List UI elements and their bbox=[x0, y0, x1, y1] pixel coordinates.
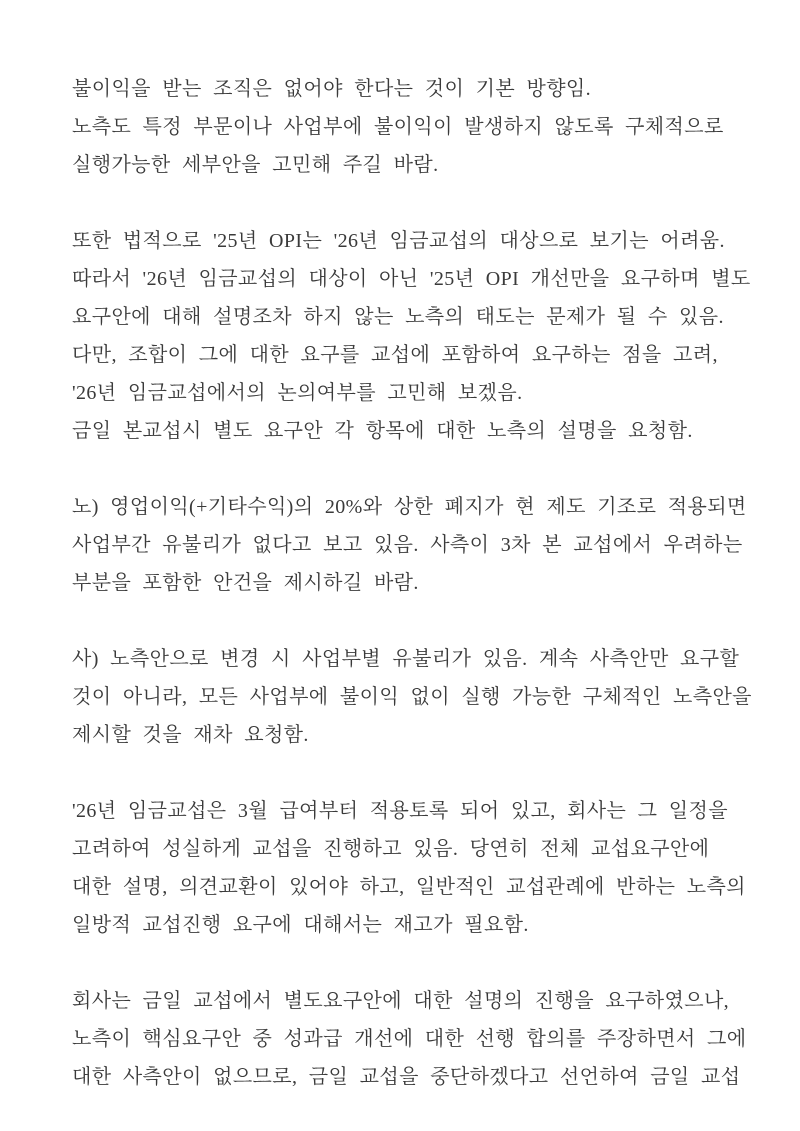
text-line: 노측도 특정 부문이나 사업부에 불이익이 발생하지 않도록 구체적으로 bbox=[72, 116, 724, 138]
text-line: 고려하여 성실하게 교섭을 진행하고 있음. 당연히 전체 교섭요구안에 bbox=[72, 838, 710, 860]
text-line: '26년 임금교섭은 3월 급여부터 적용토록 되어 있고, 회사는 그 일정을 bbox=[72, 800, 728, 822]
text-line: 사) 노측안으로 변경 시 사업부별 유불리가 있음. 계속 사측안만 요구할 bbox=[72, 648, 740, 670]
text-line: 노측이 핵심요구안 중 성과급 개선에 대한 선행 합의를 주장하면서 그에 bbox=[72, 1028, 747, 1050]
paragraph-3 bbox=[72, 488, 747, 602]
text-line: 사업부간 유불리가 없다고 보고 있음. 사측이 3차 본 교섭에서 우려하는 bbox=[72, 534, 743, 556]
text-line: 또한 법적으로 '25년 OPI는 '26년 임금교섭의 대상으로 보기는 어려움. bbox=[72, 230, 725, 252]
paragraph-2 bbox=[72, 222, 751, 450]
text-line: 일방적 교섭진행 요구에 대해서는 재고가 필요함. bbox=[72, 914, 529, 936]
text-line: 대한 설명, 의견교환이 있어야 하고, 일반적인 교섭관례에 반하는 노측의 bbox=[72, 876, 746, 898]
text-line: 실행가능한 세부안을 고민해 주길 바람. bbox=[72, 154, 439, 176]
paragraph-4 bbox=[72, 640, 752, 754]
text-line: 회사는 금일 교섭에서 별도요구안에 대한 설명의 진행을 요구하였으나, bbox=[72, 990, 730, 1012]
text-line: 노) 영업이익(+기타수익)의 20%와 상한 폐지가 현 제도 기조로 적용되면 bbox=[72, 496, 747, 518]
paragraph-6 bbox=[72, 982, 747, 1096]
text-line: 것이 아니라, 모든 사업부에 불이익 없이 실행 가능한 구체적인 노측안을 bbox=[72, 686, 752, 708]
text-line: 부분을 포함한 안건을 제시하길 바람. bbox=[72, 572, 419, 594]
paragraph-5 bbox=[72, 792, 746, 944]
text-line: 따라서 '26년 임금교섭의 대상이 아닌 '25년 OPI 개선만을 요구하며 별도 bbox=[72, 268, 751, 290]
text-line: 대한 사측안이 없으므로, 금일 교섭을 중단하겠다고 선언하여 금일 교섭 bbox=[72, 1066, 741, 1088]
text-line: 금일 본교섭시 별도 요구안 각 항목에 대한 노측의 설명을 요청함. bbox=[72, 420, 693, 442]
paragraph-1 bbox=[72, 70, 742, 184]
text-line: 제시할 것을 재차 요청함. bbox=[72, 724, 309, 746]
text-line: '26년 임금교섭에서의 논의여부를 고민해 보겠음. bbox=[72, 382, 523, 404]
text-line: 다만, 조합이 그에 대한 요구를 교섭에 포함하여 요구하는 점을 고려, bbox=[72, 344, 718, 366]
text-line: 요구안에 대해 설명조차 하지 않는 노측의 태도는 문제가 될 수 있음. bbox=[72, 306, 724, 328]
text-line: 불이익을 받는 조직은 없어야 한다는 것이 기본 방향임. bbox=[72, 78, 592, 100]
